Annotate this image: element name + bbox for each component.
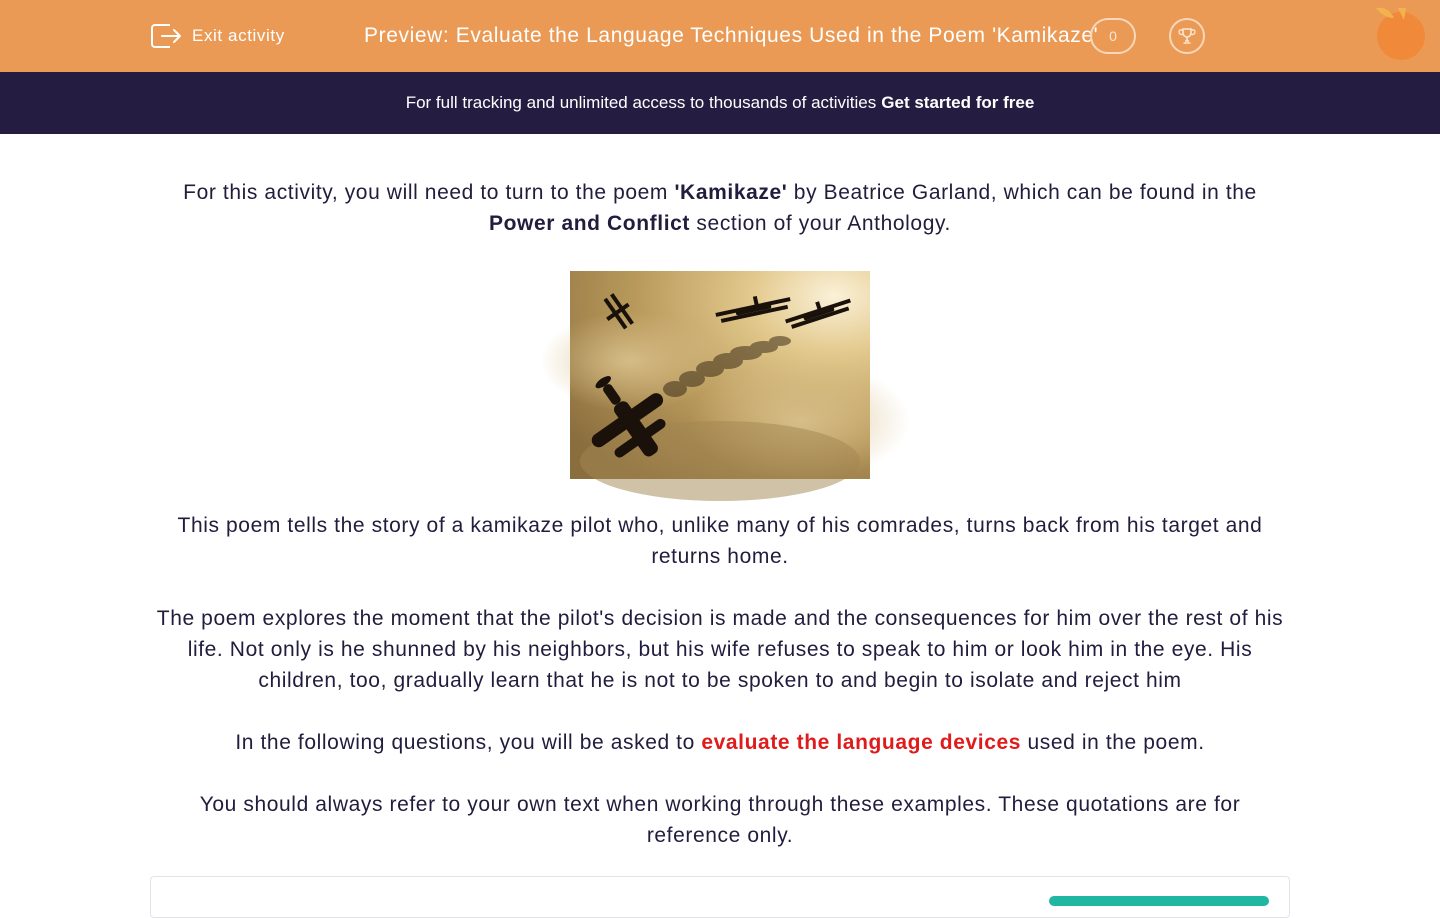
question-card-button[interactable] xyxy=(1049,896,1269,906)
biplanes-image xyxy=(570,271,870,479)
exit-icon xyxy=(150,21,182,51)
score-badge: 0 xyxy=(1090,18,1136,54)
intro-paragraph-3: The poem explores the moment that the pilot's decision is made and the consequences for him over the rest of his life. Not only is he shunned by his neighbors, but his wife refuses to speak to him or look him in the eye. His children, too, gradually learn that he is not to be spoken to and begin to isolate and reject him xyxy=(156,607,1284,692)
page-title: Preview: Evaluate the Language Techniques Used in the Poem 'Kamikaze' xyxy=(364,24,1099,47)
top-bar xyxy=(0,0,1440,72)
orange-logo xyxy=(1372,4,1428,62)
activity-intro xyxy=(150,177,1290,851)
intro-paragraph-4: In the following questions, you will be asked to evaluate the language devices used in the poem. xyxy=(235,731,1205,754)
trophy-icon xyxy=(1177,26,1197,46)
highlighted-instruction: evaluate the language devices xyxy=(701,731,1022,754)
get-started-link[interactable]: Get started for free xyxy=(881,93,1035,112)
poem-title: 'Kamikaze' xyxy=(674,181,788,204)
exit-activity-button[interactable] xyxy=(150,20,285,52)
intro-paragraph-2: This poem tells the story of a kamikaze pilot who, unlike many of his comrades, turns back from his target and returns home. xyxy=(177,514,1263,568)
trophy-button[interactable] xyxy=(1169,18,1205,54)
intro-paragraph-5: You should always refer to your own text when working through these examples. These quotations are for reference only. xyxy=(199,793,1241,847)
banner-text: For full tracking and unlimited access to thousands of activities xyxy=(405,93,877,112)
anthology-section: Power and Conflict xyxy=(489,212,690,235)
intro-paragraph-1: For this activity, you will need to turn to the poem 'Kamikaze' by Beatrice Garland, which can be found in the Power and Conflict section of your Anthology. xyxy=(183,181,1257,235)
signup-banner xyxy=(0,72,1440,134)
exit-activity-label: Exit activity xyxy=(192,26,285,45)
